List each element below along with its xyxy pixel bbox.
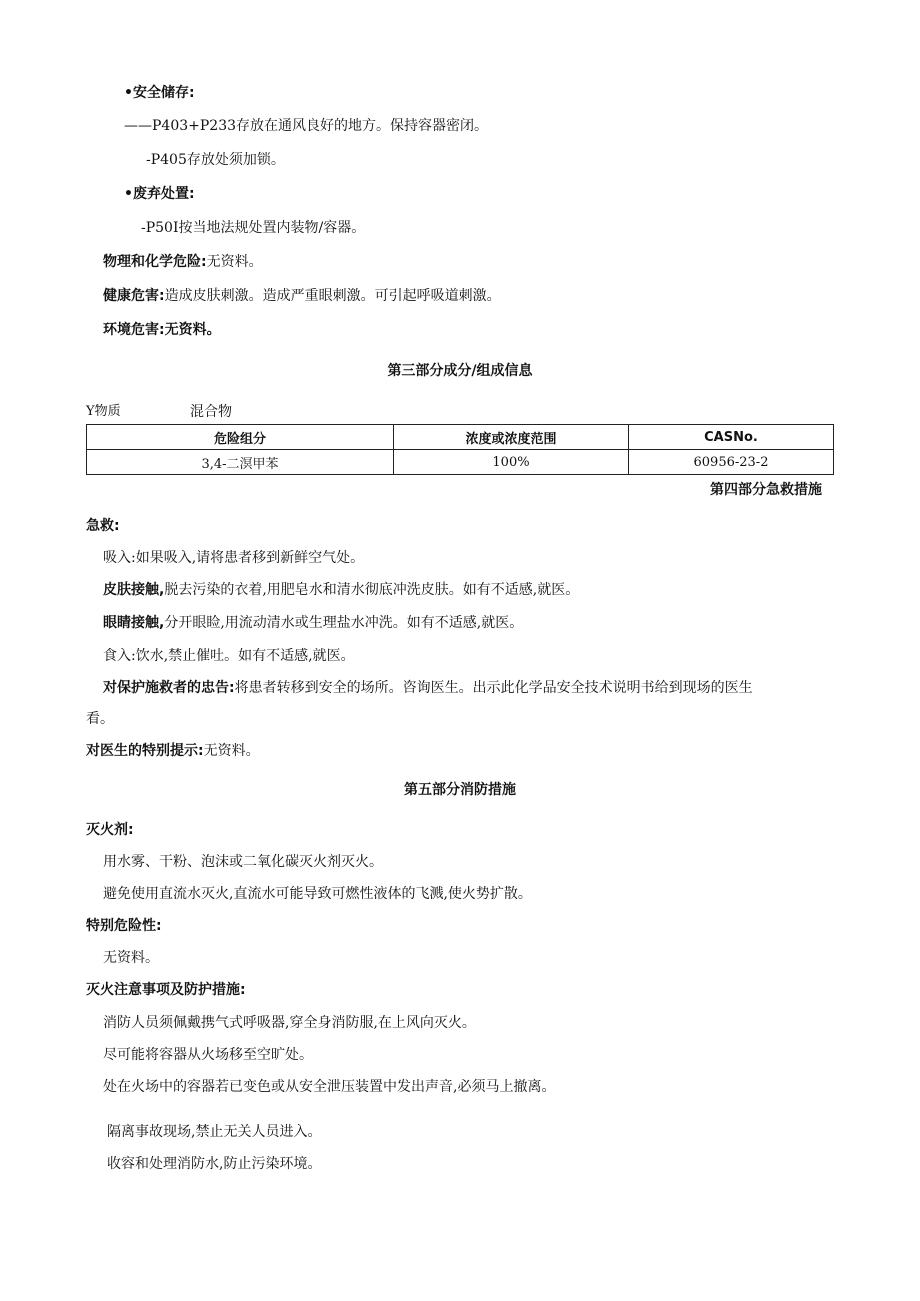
disposal-line-1: -P50I按当地法规处置内装物/容器。	[141, 220, 366, 236]
firstaid-heading: 急救:	[86, 518, 120, 534]
col-header-component: 危险组分	[87, 425, 394, 450]
rescuer-label: 对保护施救者的忠告:	[103, 680, 235, 696]
precaution-line: 消防人员须佩戴携气式呼吸器,穿全身消防服,在上风向灭火。	[103, 1015, 476, 1031]
skin-contact	[103, 580, 579, 600]
inhale-line: 吸入:如果吸入,请将患者移到新鲜空气处。	[103, 550, 365, 566]
precaution-line: 收容和处理消防水,防止污染环境。	[107, 1156, 322, 1172]
agent-line-1: 用水雾、干粉、泡沫或二氧化碳灭火剂灭火。	[103, 854, 383, 870]
table-row	[87, 450, 834, 475]
rescuer-advice	[103, 678, 753, 698]
col-header-cas: CASNo.	[629, 425, 834, 450]
section3-title: 第三部分成分/组成信息	[387, 363, 533, 379]
health-label: 健康危害:	[103, 288, 165, 304]
section5-title: 第五部分消防措施	[404, 782, 516, 798]
precaution-line: 处在火场中的容器若已变色或从安全泄压装置中发出声音,必须马上撤离。	[103, 1079, 556, 1095]
special-hazard-value: 无资料。	[103, 950, 159, 966]
physchem-hazard	[103, 252, 263, 272]
composition-table	[86, 424, 834, 475]
health-hazard	[103, 286, 501, 306]
disposal-heading: •废弃处置:	[124, 186, 195, 202]
table-header-row	[87, 425, 834, 450]
precaution-line: 隔离事故现场,禁止无关人员进入。	[107, 1124, 322, 1140]
storage-line-1: ——P403+P233存放在通风良好的地方。保持容器密闭。	[124, 118, 489, 134]
ingest-line: 食入:饮水,禁止催吐。如有不适感,就医。	[103, 648, 355, 664]
doctor-label: 对医生的特别提示:	[86, 743, 204, 759]
health-value: 造成皮肤刺激。造成严重眼刺激。可引起呼吸道刺激。	[164, 288, 501, 304]
agent-line-2: 避免使用直流水灭火,直流水可能导致可燃性液体的飞溅,使火势扩散。	[103, 886, 532, 902]
storage-line-2: -P405存放处须加锁。	[146, 152, 285, 168]
section4-title: 第四部分急救措施	[710, 482, 822, 498]
eye-label: 眼睛接触,	[103, 615, 165, 631]
substance-value: 混合物	[190, 404, 232, 420]
cell-component: 3,4-二溟甲苯	[87, 450, 394, 475]
agent-heading: 灭火剂:	[86, 822, 134, 838]
col-header-concentration: 浓度或浓度范围	[394, 425, 629, 450]
doctor-value: 无资料。	[203, 743, 260, 759]
special-hazard-heading: 特别危险性:	[86, 918, 162, 934]
env-value: 无资料。	[164, 322, 221, 338]
storage-heading: •安全储存:	[124, 85, 195, 101]
cell-cas: 60956-23-2	[629, 450, 834, 475]
eye-contact	[103, 613, 523, 633]
rescuer-value-cont: 看。	[86, 711, 114, 727]
precaution-line: 尽可能将容器从火场移至空旷处。	[103, 1047, 313, 1063]
skin-label: 皮肤接触,	[103, 582, 165, 598]
substance-label: Y物质	[86, 404, 121, 419]
doctor-note	[86, 741, 260, 761]
rescuer-value: 将患者转移到安全的场所。咨询医生。出示此化学品安全技术说明书给到现场的医生	[234, 680, 753, 696]
eye-value: 分开眼睑,用流动清水或生理盐水冲洗。如有不适感,就医。	[164, 615, 524, 631]
physchem-label: 物理和化学危险:	[103, 254, 207, 270]
skin-value: 脱去污染的衣着,用肥皂水和清水彻底冲洗皮肤。如有不适感,就医。	[164, 582, 580, 598]
cell-concentration: 100%	[394, 450, 629, 475]
precaution-heading: 灭火注意事项及防护措施:	[86, 982, 246, 998]
env-hazard	[103, 320, 221, 340]
env-label: 环境危害:	[103, 322, 165, 338]
physchem-value: 无资料。	[206, 254, 263, 270]
